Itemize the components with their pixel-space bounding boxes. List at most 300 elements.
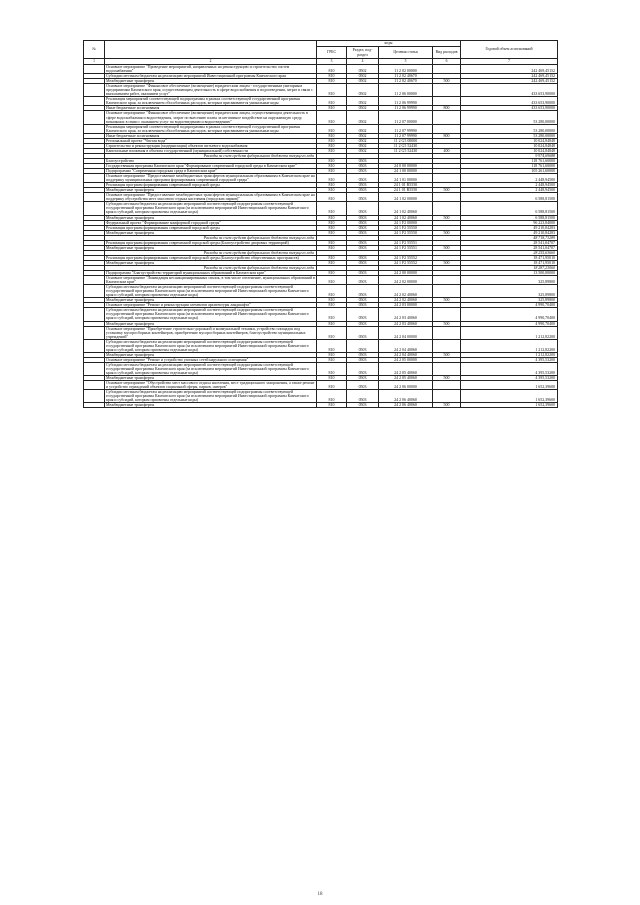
grbs-code-cell: 810 xyxy=(317,220,347,225)
annual-amount-cell: 49 210,84283 xyxy=(461,230,558,235)
target-item-header: Целевая статья xyxy=(379,47,433,59)
grbs-code-cell: 810 xyxy=(317,143,347,148)
annual-amount-cell: 2 448,94500 xyxy=(461,174,558,183)
section-code-cell: 0502 xyxy=(347,65,379,74)
table-row xyxy=(84,390,558,403)
description-cell: Субсидии местным бюджетам на реализацию мероприятий соответствующей подпрограммы соответствующей государственной программы Камчатского края (за исключением мероприятий Инвестиционной программы Камчатского края и субсидий, которым присвоены отдельные коды) xyxy=(105,362,317,375)
section-header: Раздел, под- раздел xyxy=(347,47,379,59)
annual-amount-cell: 4 395,53200 xyxy=(461,362,558,375)
row-number-cell xyxy=(84,276,105,285)
target-item-cell: 24 1 F2 55551 xyxy=(379,245,433,250)
grbs-code-cell: 810 xyxy=(317,148,347,153)
annual-amount-cell: 10 024,84848 xyxy=(461,143,558,148)
table-row xyxy=(84,65,558,74)
description-cell: Межбюджетные трансферты xyxy=(105,298,317,303)
description-cell: Реализация мероприятий соответствующей подпрограммы в рамках соответствующей государственной программы Камчатского края, за исключением обособленных расходов, которым присваиваются уникальные коды xyxy=(105,124,317,133)
target-item-cell: 24 1 01 R5550 xyxy=(379,183,433,188)
description-cell: Субсидии местным бюджетам на реализацию мероприятий Инвестиционной программы Камчатского края xyxy=(105,74,317,79)
expense-type-cell: 800 xyxy=(433,133,461,138)
table-row xyxy=(84,339,558,352)
budget-table xyxy=(83,40,558,408)
target-item-cell: 11 2 02 40670 xyxy=(379,79,433,84)
section-code-cell: 0502 xyxy=(347,106,379,111)
row-number-cell xyxy=(84,65,105,74)
description-cell: Расходы за счет средств федерального бюджета текущего года xyxy=(105,250,317,255)
section-code-cell: 0503 xyxy=(347,174,379,183)
section-code-cell: 0503 xyxy=(347,298,379,303)
grbs-code-cell: 810 xyxy=(317,79,347,84)
section-code-cell: 0502 xyxy=(347,148,379,153)
grbs-code-cell: 810 xyxy=(317,183,347,188)
description-cell: Межбюджетные трансферты xyxy=(105,403,317,408)
target-item-cell: 24 1 F2 55551 xyxy=(379,240,433,245)
column-number: 4 xyxy=(347,59,379,65)
description-cell: Межбюджетные трансферты xyxy=(105,260,317,265)
table-row xyxy=(84,285,558,298)
description-cell: Субсидии местным бюджетам на реализацию мероприятий соответствующей подпрограммы соответствующей государственной программы Камчатского края (за исключением мероприятий Инвестиционной программы Камчатского края и субсидий, которым присвоены отдельные коды) xyxy=(105,339,317,352)
table-row xyxy=(84,97,558,106)
grbs-code-cell: 810 xyxy=(317,111,347,124)
annual-amount-cell: 18 287,23060 xyxy=(461,265,558,270)
description-cell: Субсидии местным бюджетам на реализацию мероприятий соответствующей подпрограммы соответствующей государственной программы Камчатского края (за исключением мероприятий Инвестиционной программы Камчатского края и субсидий, которым присвоены отдельные коды) xyxy=(105,308,317,321)
grbs-code-cell: 810 xyxy=(317,303,347,308)
table-header xyxy=(84,41,558,65)
description-cell: Расходы за счет средств федерального бюджета текущего года xyxy=(105,265,317,270)
section-code-cell: 0503 xyxy=(347,376,379,381)
annual-amount-cell: 6 588,81500 xyxy=(461,215,558,220)
target-item-cell: 24 2 05 40060 xyxy=(379,362,433,375)
annual-amount-cell: 6 588,81500 xyxy=(461,202,558,215)
table-row xyxy=(84,308,558,321)
description-cell: Межбюджетные трансферты xyxy=(105,215,317,220)
number-column-header: № xyxy=(84,41,105,59)
page-number: 18 xyxy=(317,892,323,897)
section-code-cell: 0503 xyxy=(347,326,379,339)
annual-amount-cell: 96 223,84000 xyxy=(461,220,558,225)
target-item-cell: 24 2 03 40060 xyxy=(379,308,433,321)
description-cell: Основное мероприятие "Обустройство мест массового отдыха населения, мест традиционного захоронения, а также ремонт и устройство ограждений объектов социальной сферы, парков, скверов" xyxy=(106,380,315,390)
annual-amount-cell: 28 541,04707 xyxy=(461,240,558,245)
section-code-cell: 0502 xyxy=(347,124,379,133)
target-item-cell: 24 2 04 40060 xyxy=(379,352,433,357)
description-cell: Региональный проект "Чистая вода" xyxy=(105,138,317,143)
description-cell: Основное мероприятие "Проведение мероприятий, направленных на реконструкцию и строительство систем водоснабжения" xyxy=(105,65,317,74)
section-code-cell: 0503 xyxy=(347,381,379,390)
target-item-cell: 24 2 04 40060 xyxy=(379,339,433,352)
annual-amount-cell: 49 210,84283 xyxy=(461,225,558,230)
table-row xyxy=(84,403,558,408)
row-number-cell xyxy=(84,403,105,408)
column-number: 2 xyxy=(105,59,317,65)
annual-amount-cell: 1 212,82200 xyxy=(461,339,558,352)
grbs-code-cell: 810 xyxy=(317,169,347,174)
description-cell: Основное мероприятие "Предоставление межбюджетных трансфертов муниципальным образованиям в Камчатском крае на поддержку обустройства мест массового отдыха населения (городских парков)" xyxy=(106,192,315,202)
column-number: 1 xyxy=(84,59,105,65)
annual-amount-cell: 1 652,39600 xyxy=(461,381,558,390)
target-item-cell: 11 2 07 99990 xyxy=(379,133,433,138)
target-item-cell: 24 2 00 00000 xyxy=(379,271,433,276)
section-code-cell: 0503 xyxy=(347,169,379,174)
annual-amount-cell: 53 280,00000 xyxy=(461,133,558,138)
row-number-cell xyxy=(84,124,105,133)
annual-amount-cell: 2 448,94500 xyxy=(461,183,558,188)
section-code-cell: 0503 xyxy=(347,193,379,202)
annual-amount-cell: 18 471,95010 xyxy=(461,260,558,265)
target-item-cell: 11 2 06 00000 xyxy=(379,84,433,97)
annual-amount-cell: 325,89800 xyxy=(461,298,558,303)
grbs-code-cell: 810 xyxy=(317,321,347,326)
description-cell: Основное мероприятие "Ремонт и реконструкция элементов архитектуры ландшафта" xyxy=(105,303,317,308)
annual-amount-cell: 325,89800 xyxy=(461,285,558,298)
annual-amount-cell: 28 541,04707 xyxy=(461,245,558,250)
grbs-code-cell: 810 xyxy=(317,357,347,362)
grbs-code-cell: 810 xyxy=(317,276,347,285)
target-item-cell: 24 1 F2 55552 xyxy=(379,255,433,260)
section-code-cell: 0502 xyxy=(347,111,379,124)
section-code-cell: 0503 xyxy=(347,271,379,276)
grbs-code-cell: 810 xyxy=(317,174,347,183)
target-item-cell: 24 2 06 00000 xyxy=(379,381,433,390)
target-item-cell: 24 2 06 40060 xyxy=(379,390,433,403)
annual-amount-cell: 1 212,82200 xyxy=(461,352,558,357)
target-item-cell: 24 2 03 40060 xyxy=(379,321,433,326)
row-number-cell xyxy=(84,308,105,321)
section-code-cell: 0503 xyxy=(347,220,379,225)
target-item-cell: 24 2 06 40060 xyxy=(379,403,433,408)
grbs-header: ГРБС xyxy=(317,47,347,59)
expense-type-cell: 500 xyxy=(433,376,461,381)
grbs-code-cell: 810 xyxy=(317,65,347,74)
expense-type-cell: 500 xyxy=(433,298,461,303)
expense-type-header: Вид расходов xyxy=(433,47,461,59)
row-number-cell xyxy=(84,362,105,375)
grbs-code-cell: 810 xyxy=(317,215,347,220)
grbs-code-cell: 810 xyxy=(317,188,347,193)
row-number-cell xyxy=(84,285,105,298)
grbs-code-cell: 810 xyxy=(317,230,347,235)
expense-type-cell: 500 xyxy=(433,352,461,357)
expense-type-cell xyxy=(433,276,461,285)
grbs-code-cell: 810 xyxy=(317,381,347,390)
section-code-cell: 0503 xyxy=(347,183,379,188)
annual-amount-cell: 6 588,81500 xyxy=(461,193,558,202)
expense-type-cell xyxy=(433,84,461,97)
description-cell: Межбюджетные трансферты xyxy=(105,321,317,326)
row-number-cell xyxy=(84,193,105,202)
section-code-cell: 0503 xyxy=(347,163,379,168)
target-item-cell: 24 2 05 40060 xyxy=(379,376,433,381)
description-cell: Реализация программ формирования современной городской среды xyxy=(105,183,317,188)
description-cell: Субсидии местным бюджетам на реализацию мероприятий соответствующей подпрограммы соответствующей государственной программы Камчатского края (за исключением мероприятий Инвестиционной программы Камчатского края и субсидий, которым присвоены отдельные коды) xyxy=(105,202,317,215)
grbs-code-cell: 810 xyxy=(317,326,347,339)
description-cell: Государственная программа Камчатского края "Формирование современной городской среды в Камчатском крае" xyxy=(105,163,317,168)
row-number-cell xyxy=(84,111,105,124)
section-code-cell: 0503 xyxy=(347,357,379,362)
annual-amount-cell: 53 280,00000 xyxy=(461,111,558,124)
grbs-code-cell: 810 xyxy=(317,106,347,111)
section-code-cell: 0503 xyxy=(347,158,379,163)
annual-amount-cell: 1 652,39600 xyxy=(461,403,558,408)
section-code-cell: 0502 xyxy=(347,97,379,106)
section-code-cell: 0503 xyxy=(347,339,379,352)
description-cell: Основное мероприятие "Ремонт и устройство уличных сетей наружного освещения" xyxy=(105,357,317,362)
column-number: 6 xyxy=(433,59,461,65)
table-row xyxy=(84,362,558,375)
annual-amount-cell: 10 024,84848 xyxy=(461,148,558,153)
target-item-cell: 11 2 02 40670 xyxy=(379,74,433,79)
expense-type-cell: 500 xyxy=(433,321,461,326)
target-item-cell: 11 2 06 99990 xyxy=(379,97,433,106)
expense-type-cell xyxy=(433,111,461,124)
row-number-cell xyxy=(84,202,105,215)
expense-type-cell: 400 xyxy=(433,148,461,153)
section-code-cell: 0503 xyxy=(347,245,379,250)
grbs-code-cell: 810 xyxy=(317,308,347,321)
section-code-cell: 0503 xyxy=(347,188,379,193)
annual-amount-cell: 1 652,39600 xyxy=(461,390,558,403)
target-item-cell: 24 1 01 00000 xyxy=(379,174,433,183)
grbs-code-cell: 810 xyxy=(317,133,347,138)
grbs-code-cell: 810 xyxy=(317,158,347,163)
expense-type-cell xyxy=(433,124,461,133)
target-item-cell: 24 2 03 00000 xyxy=(379,303,433,308)
description-cell: Основное мероприятие "Финансовое обеспечение (возмещение) юридическим лицам - государственным унитарным предприятиям Камчатского края, осуществляющим деятельность в сфере водоснабжения и водоотведения, затрат в связи с выполнением работ, оказанием услуг" xyxy=(105,84,317,97)
grbs-code-cell: 810 xyxy=(317,124,347,133)
column-number: 5 xyxy=(379,59,433,65)
expense-type-cell: 500 xyxy=(433,245,461,250)
annual-amount-cell: 2 448,94500 xyxy=(461,188,558,193)
annual-amount-cell: 48 718,73289 xyxy=(461,235,558,240)
description-cell: Основное мероприятие "Финансовое обеспечение (возмещение) юридическим лицам, осуществляющим деятельность в сфере водоснабжения и водоотведения, затрат по внесению платы за негативное воздействие на окружающую среду, возникших в связи с оказанием услуг по водоотведению и водоотведению" xyxy=(105,111,317,124)
annual-amount-cell: 53 280,00000 xyxy=(461,124,558,133)
grbs-code-cell: 810 xyxy=(317,376,347,381)
expense-type-cell: 500 xyxy=(433,188,461,193)
annual-amount-cell: 4 990,70400 xyxy=(461,308,558,321)
grbs-code-cell: 810 xyxy=(317,138,347,143)
grbs-code-cell: 810 xyxy=(317,298,347,303)
target-item-cell: 11 2 G5 52430 xyxy=(379,143,433,148)
section-code-cell: 0503 xyxy=(347,225,379,230)
description-cell: Основное мероприятие "Приобретение строительно-дорожной и коммунальной техники, устройство площадок под установку мусоросборных контейнеров, приобретение мусоросборных контейнеров, благоустройство муниципальных учреждений" xyxy=(105,326,317,339)
section-code-cell: 0503 xyxy=(347,230,379,235)
description-cell: Субсидии местным бюджетам на реализацию мероприятий соответствующей подпрограммы соответствующей государственной программы Камчатского края (за исключением мероприятий Инвестиционной программы Камчатского края и субсидий, которым присвоены отдельные коды) xyxy=(105,285,317,298)
section-code-cell: 0502 xyxy=(347,143,379,148)
section-code-cell: 0503 xyxy=(347,255,379,260)
section-code-cell: 0502 xyxy=(347,74,379,79)
section-code-cell: 0502 xyxy=(347,84,379,97)
row-number-cell xyxy=(84,339,105,352)
section-code-cell: 0503 xyxy=(347,403,379,408)
budget-table-sheet xyxy=(83,40,557,408)
grbs-code-cell: 810 xyxy=(317,193,347,202)
table-row xyxy=(84,193,558,202)
codes-group-header: коды xyxy=(317,41,461,47)
annual-amount-cell: 4 990,70400 xyxy=(461,303,558,308)
grbs-code-cell: 810 xyxy=(317,285,347,298)
annual-amount-cell: 18 471,95010 xyxy=(461,255,558,260)
section-code-cell: 0503 xyxy=(347,285,379,298)
description-cell: Межбюджетные трансферты xyxy=(105,352,317,357)
description-cell: Основное мероприятие "Предоставление межбюджетных трансфертов муниципальным образованиям в Камчатском крае на поддержку муниципальных программ формирования современной городской среды" xyxy=(106,173,315,183)
section-code-cell: 0503 xyxy=(347,276,379,285)
description-cell: Межбюджетные трансферты xyxy=(105,230,317,235)
table-row xyxy=(84,326,558,339)
description-cell: Межбюджетные трансферты xyxy=(105,79,317,84)
annual-amount-cell: 4 395,53200 xyxy=(461,376,558,381)
expense-type-cell xyxy=(433,308,461,321)
target-item-cell: 24 1 F2 55550 xyxy=(379,225,433,230)
target-item-cell: 24 1 00 00000 xyxy=(379,169,433,174)
grbs-code-cell: 810 xyxy=(317,97,347,106)
annual-amount-cell: 4 990,70400 xyxy=(461,321,558,326)
target-item-cell: 11 2 G5 00000 xyxy=(379,138,433,143)
expense-type-cell xyxy=(433,362,461,375)
expense-type-cell xyxy=(433,174,461,183)
target-item-cell: 24 2 02 00000 xyxy=(379,276,433,285)
expense-type-cell: 500 xyxy=(433,79,461,84)
description-cell: Субсидии местным бюджетам на реализацию мероприятий соответствующей подпрограммы соответствующей государственной программы Камчатского края (за исключением мероприятий Инвестиционной программы Камчатского края и субсидий, которым присвоены отдельные коды) xyxy=(105,390,317,403)
section-code-cell: 0503 xyxy=(347,215,379,220)
description-cell: Расходы за счет средств федерального бюджета текущего года xyxy=(105,153,317,158)
description-cell: Подпрограмма "Благоустройство территорий муниципальных образований в Камчатском крае" xyxy=(105,271,317,276)
section-code-cell: 0503 xyxy=(347,321,379,326)
section-code-cell: 0503 xyxy=(347,260,379,265)
grbs-code-cell: 810 xyxy=(317,240,347,245)
grbs-code-cell: 810 xyxy=(317,255,347,260)
table-row xyxy=(84,124,558,133)
target-item-cell: 11 2 02 00000 xyxy=(379,65,433,74)
section-code-cell: 0503 xyxy=(347,308,379,321)
description-cell: Капитальные вложения в объекты государственной (муниципальной) собственности xyxy=(105,148,317,153)
description-cell: Реализация программ формирования современной городской среды (Благоустройство дворовых территорий) xyxy=(105,240,317,245)
table-row xyxy=(84,84,558,97)
annual-amount-cell: 4 395,53200 xyxy=(461,357,558,362)
row-number-cell xyxy=(84,326,105,339)
expense-type-cell: 500 xyxy=(433,230,461,235)
target-item-cell: 11 2 G5 52430 xyxy=(379,148,433,153)
row-number-cell xyxy=(84,84,105,97)
description-cell: Реализация мероприятий соответствующей подпрограммы в рамках соответствующей государственной программы Камчатского края, за исключением обособленных расходов, которым присваиваются уникальные коды xyxy=(105,97,317,106)
grbs-code-cell: 810 xyxy=(317,74,347,79)
target-item-cell: 24 1 02 00000 xyxy=(379,193,433,202)
row-number-cell xyxy=(84,97,105,106)
expense-type-cell xyxy=(433,381,461,390)
annual-amount-cell: 10 024,84848 xyxy=(461,138,558,143)
annual-amount-cell: 105 261,60000 xyxy=(461,169,558,174)
target-item-cell: 24 1 F2 00000 xyxy=(379,220,433,225)
target-item-cell: 24 2 02 40060 xyxy=(379,298,433,303)
description-cell: Иные бюджетные ассигнования xyxy=(105,106,317,111)
expense-type-cell xyxy=(433,390,461,403)
expense-type-cell: 800 xyxy=(433,106,461,111)
description-cell: Межбюджетные трансферты xyxy=(105,188,317,193)
target-item-cell: 24 1 02 40060 xyxy=(379,215,433,220)
row-number-cell xyxy=(84,381,105,390)
grbs-code-cell: 810 xyxy=(317,245,347,250)
target-item-cell: 24 2 05 00000 xyxy=(379,357,433,362)
section-code-cell: 0502 xyxy=(347,133,379,138)
annual-amount-cell: 118 761,60000 xyxy=(461,158,558,163)
expense-type-cell xyxy=(433,193,461,202)
description-cell: Межбюджетные трансферты xyxy=(105,376,317,381)
annual-amount-cell: 433 653,90000 xyxy=(461,97,558,106)
target-item-cell: 11 2 07 99990 xyxy=(379,124,433,133)
target-item-cell: 24 1 01 R5550 xyxy=(379,188,433,193)
target-item-cell: 24 2 04 00000 xyxy=(379,326,433,339)
annual-volume-header: Годовой объем ассигнований xyxy=(461,41,558,59)
grbs-code-cell: 810 xyxy=(317,260,347,265)
column-number: 7 xyxy=(461,59,558,65)
annual-amount-cell: 242 469,45152 xyxy=(461,74,558,79)
grbs-code-cell: 810 xyxy=(317,84,347,97)
annual-amount-cell: 325,89800 xyxy=(461,276,558,285)
grbs-code-cell: 810 xyxy=(317,163,347,168)
grbs-code-cell: 810 xyxy=(317,362,347,375)
expense-type-cell xyxy=(433,285,461,298)
section-code-cell: 0503 xyxy=(347,352,379,357)
expense-type-cell xyxy=(433,326,461,339)
section-code-cell: 0503 xyxy=(347,240,379,245)
annual-amount-cell: 1 212,82200 xyxy=(461,326,558,339)
description-cell: Межбюджетные трансферты xyxy=(105,245,317,250)
table-row xyxy=(84,381,558,390)
expense-type-cell: 500 xyxy=(433,403,461,408)
description-cell: Строительство и реконструкция (модернизация) объектов питьевого водоснабжения xyxy=(105,143,317,148)
row-number-cell xyxy=(84,390,105,403)
table-body xyxy=(84,65,558,408)
section-code-cell: 0503 xyxy=(347,362,379,375)
section-code-cell: 0502 xyxy=(347,138,379,143)
annual-amount-cell: 242 469,45152 xyxy=(461,65,558,74)
target-item-cell: 24 0 00 00000 xyxy=(379,163,433,168)
expense-type-cell: 500 xyxy=(433,215,461,220)
expense-type-cell xyxy=(433,65,461,74)
target-item-cell: 11 2 07 00000 xyxy=(379,111,433,124)
grbs-code-cell: 810 xyxy=(317,225,347,230)
table-row xyxy=(84,276,558,285)
grbs-code-cell: 810 xyxy=(317,202,347,215)
table-row xyxy=(84,174,558,183)
target-item-cell: 24 1 F2 55550 xyxy=(379,230,433,235)
annual-amount-cell: 433 653,90000 xyxy=(461,106,558,111)
description-cell: Федеральный проект "Формирование комфортной городской среды" xyxy=(105,220,317,225)
annual-amount-cell: 242 469,45152 xyxy=(461,79,558,84)
annual-amount-cell: 28 255,63660 xyxy=(461,250,558,255)
expense-type-cell xyxy=(433,97,461,106)
annual-amount-cell: 13 500,00000 xyxy=(461,271,558,276)
section-code-cell: 0502 xyxy=(347,79,379,84)
description-cell: Основное мероприятие "Ликвидация несанкционированных свалок, в том числе озеленение, муниципальных образований в Камчатском крае" xyxy=(106,275,315,285)
description-cell: Иные бюджетные ассигнования xyxy=(105,133,317,138)
section-code-cell: 0503 xyxy=(347,202,379,215)
expense-type-cell xyxy=(433,339,461,352)
grbs-code-cell: 810 xyxy=(317,339,347,352)
section-code-cell: 0503 xyxy=(347,390,379,403)
expense-type-cell xyxy=(433,202,461,215)
target-item-cell: 24 1 02 40060 xyxy=(379,202,433,215)
expense-type-cell: 500 xyxy=(433,260,461,265)
annual-amount-cell: 9 974,69688 xyxy=(461,153,558,158)
description-cell: Расходы за счет средств федерального бюджета текущего года xyxy=(105,235,317,240)
table-row xyxy=(84,202,558,215)
row-number-cell xyxy=(84,174,105,183)
annual-amount-cell: 118 761,60000 xyxy=(461,163,558,168)
target-item-cell: 11 2 06 99990 xyxy=(379,106,433,111)
grbs-code-cell: 810 xyxy=(317,403,347,408)
target-item-cell: 24 1 F2 55552 xyxy=(379,260,433,265)
annual-amount-cell: 433 653,90000 xyxy=(461,84,558,97)
target-item-cell: 24 2 02 40060 xyxy=(379,285,433,298)
